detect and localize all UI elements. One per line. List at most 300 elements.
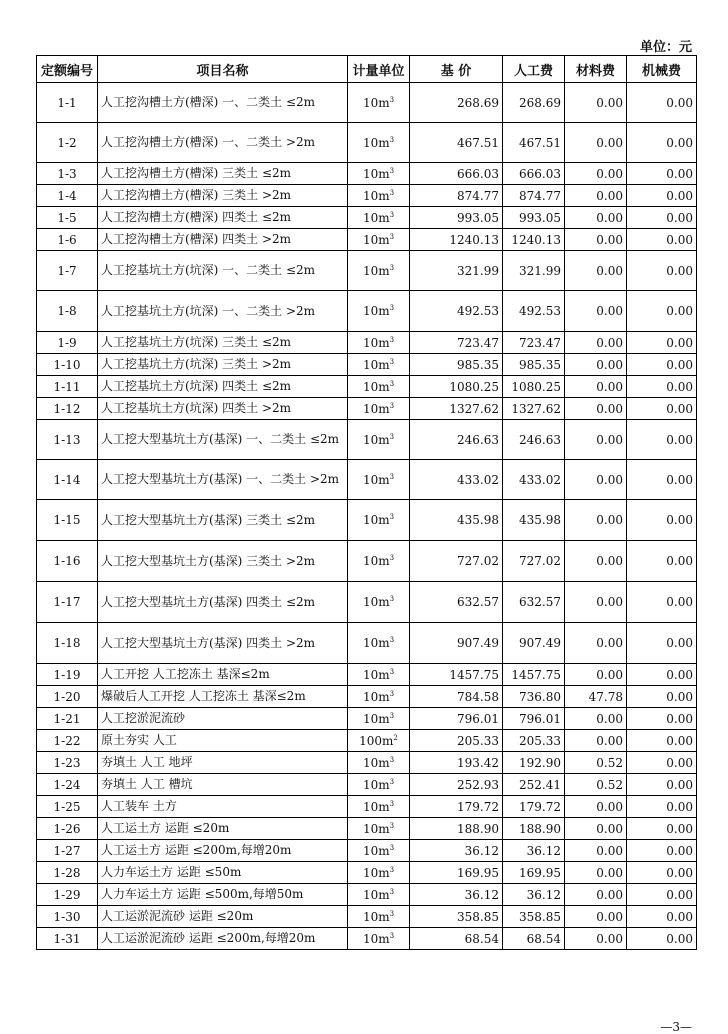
header-code: 定额编号 — [37, 56, 98, 83]
table-row — [37, 774, 697, 796]
item-name: 人工运土方 运距 ≤20m — [98, 818, 348, 840]
table-row — [37, 291, 697, 332]
unit-base: 10m — [362, 865, 390, 880]
base-price-cell: 169.95 — [410, 862, 503, 884]
table-row — [37, 818, 697, 840]
machine-cost-cell: 0.00 — [627, 840, 697, 862]
quota-code: 1-19 — [37, 664, 98, 686]
machine-cost-cell: 0.00 — [627, 664, 697, 686]
measure-unit — [348, 460, 410, 500]
unit-exponent: 2 — [393, 733, 398, 742]
unit-exponent: 3 — [389, 379, 395, 388]
unit-base: 10m — [362, 335, 390, 350]
material-cost-cell: 0.00 — [565, 906, 627, 928]
quota-code: 1-12 — [37, 398, 98, 420]
item-name: 人工挖沟槽土方(槽深) 三类土 >2m — [98, 185, 348, 207]
table-row — [37, 708, 697, 730]
measure-unit — [348, 862, 410, 884]
base-price-cell: 358.85 — [410, 906, 503, 928]
unit-exponent: 3 — [389, 166, 395, 175]
item-name: 人工挖大型基坑土方(基深) 一、二类土 ≤2m — [98, 420, 348, 460]
unit-base: 100m — [359, 733, 394, 748]
unit-base: 10m — [362, 711, 390, 726]
labor-cost-cell: 985.35 — [503, 354, 565, 376]
unit-exponent: 3 — [389, 821, 395, 830]
unit-exponent: 3 — [389, 843, 395, 852]
machine-cost-cell: 0.00 — [627, 582, 697, 623]
unit-base: 10m — [362, 755, 390, 770]
measure-unit — [348, 664, 410, 686]
labor-cost-cell: 252.41 — [503, 774, 565, 796]
labor-cost-cell: 188.90 — [503, 818, 565, 840]
material-cost-cell: 0.00 — [565, 332, 627, 354]
item-name: 人工挖沟槽土方(槽深) 三类土 ≤2m — [98, 163, 348, 185]
table-row — [37, 730, 697, 752]
material-cost-cell: 0.00 — [565, 420, 627, 460]
quota-code: 1-16 — [37, 541, 98, 582]
measure-unit — [348, 752, 410, 774]
machine-cost-cell: 0.00 — [627, 123, 697, 163]
quota-code: 1-7 — [37, 251, 98, 291]
measure-unit — [348, 123, 410, 163]
material-cost-cell: 0.00 — [565, 251, 627, 291]
material-cost-cell: 0.00 — [565, 796, 627, 818]
base-price-cell: 179.72 — [410, 796, 503, 818]
quota-code: 1-3 — [37, 163, 98, 185]
table-row — [37, 398, 697, 420]
item-name: 人工挖沟槽土方(槽深) 四类土 >2m — [98, 229, 348, 251]
base-price-cell: 666.03 — [410, 163, 503, 185]
table-row — [37, 840, 697, 862]
table-row — [37, 541, 697, 582]
machine-cost-cell: 0.00 — [627, 229, 697, 251]
material-cost-cell: 0.00 — [565, 229, 627, 251]
unit-exponent: 3 — [389, 304, 395, 312]
item-name: 人工挖大型基坑土方(基深) 四类土 ≤2m — [98, 582, 348, 623]
table-row — [37, 906, 697, 928]
unit-base: 10m — [362, 636, 390, 650]
measure-unit — [348, 332, 410, 354]
table-row — [37, 796, 697, 818]
item-name: 人工挖基坑土方(坑深) 四类土 >2m — [98, 398, 348, 420]
labor-cost-cell: 169.95 — [503, 862, 565, 884]
machine-cost-cell: 0.00 — [627, 774, 697, 796]
unit-label: 单位：元 — [639, 40, 692, 55]
unit-exponent: 3 — [389, 711, 395, 720]
measure-unit — [348, 906, 410, 928]
base-price-cell: 796.01 — [410, 708, 503, 730]
base-price-cell: 907.49 — [410, 623, 503, 664]
labor-cost-cell: 433.02 — [503, 460, 565, 500]
labor-cost-cell: 727.02 — [503, 541, 565, 582]
base-price-cell: 1080.25 — [410, 376, 503, 398]
table-row — [37, 207, 697, 229]
base-price-cell: 723.47 — [410, 332, 503, 354]
base-price-cell: 252.93 — [410, 774, 503, 796]
quota-code: 1-14 — [37, 460, 98, 500]
table-row — [37, 664, 697, 686]
base-price-cell: 1457.75 — [410, 664, 503, 686]
quota-code: 1-11 — [37, 376, 98, 398]
item-name: 人力车运土方 运距 ≤500m,每增50m — [98, 884, 348, 906]
unit-exponent: 3 — [389, 887, 395, 896]
unit-base: 10m — [362, 357, 390, 372]
quota-code: 1-10 — [37, 354, 98, 376]
item-name: 人工运淤泥流砂 运距 ≤200m,每增20m — [98, 928, 348, 950]
quota-code: 1-18 — [37, 623, 98, 664]
unit-exponent: 3 — [389, 554, 395, 562]
machine-cost-cell: 0.00 — [627, 541, 697, 582]
labor-cost-cell: 36.12 — [503, 840, 565, 862]
quota-code: 1-24 — [37, 774, 98, 796]
item-name: 人工挖沟槽土方(槽深) 四类土 ≤2m — [98, 207, 348, 229]
labor-cost-cell: 907.49 — [503, 623, 565, 664]
unit-exponent: 3 — [389, 595, 395, 603]
material-cost-cell: 0.00 — [565, 291, 627, 332]
quota-code: 1-4 — [37, 185, 98, 207]
table-row — [37, 623, 697, 664]
machine-cost-cell: 0.00 — [627, 291, 697, 332]
base-price-cell: 1327.62 — [410, 398, 503, 420]
unit-exponent: 3 — [389, 335, 395, 344]
labor-cost-cell: 467.51 — [503, 123, 565, 163]
item-name: 人工挖大型基坑土方(基深) 四类土 >2m — [98, 623, 348, 664]
base-price-cell: 433.02 — [410, 460, 503, 500]
base-price-cell: 68.54 — [410, 928, 503, 950]
labor-cost-cell: 246.63 — [503, 420, 565, 460]
table-row — [37, 686, 697, 708]
material-cost-cell: 0.52 — [565, 752, 627, 774]
table-row — [37, 420, 697, 460]
machine-cost-cell: 0.00 — [627, 686, 697, 708]
measure-unit — [348, 420, 410, 460]
item-name: 人工挖基坑土方(坑深) 一、二类土 >2m — [98, 291, 348, 332]
base-price-cell: 193.42 — [410, 752, 503, 774]
header-labor: 人工费 — [503, 56, 565, 83]
material-cost-cell: 0.00 — [565, 541, 627, 582]
unit-base: 10m — [362, 95, 390, 110]
measure-unit — [348, 884, 410, 906]
unit-base: 10m — [362, 135, 390, 150]
table-row — [37, 251, 697, 291]
machine-cost-cell: 0.00 — [627, 906, 697, 928]
labor-cost-cell: 736.80 — [503, 686, 565, 708]
unit-exponent: 3 — [389, 188, 395, 197]
unit-exponent: 3 — [389, 865, 395, 874]
header-base-price: 基 价 — [410, 56, 503, 83]
quota-code: 1-5 — [37, 207, 98, 229]
measure-unit — [348, 291, 410, 332]
table-row — [37, 862, 697, 884]
measure-unit — [348, 541, 410, 582]
header-material: 材料费 — [565, 56, 627, 83]
table-row — [37, 582, 697, 623]
quota-code: 1-2 — [37, 123, 98, 163]
quota-code: 1-30 — [37, 906, 98, 928]
machine-cost-cell: 0.00 — [627, 460, 697, 500]
material-cost-cell: 0.00 — [565, 398, 627, 420]
material-cost-cell: 0.00 — [565, 207, 627, 229]
table-row — [37, 884, 697, 906]
quota-code: 1-22 — [37, 730, 98, 752]
labor-cost-cell: 321.99 — [503, 251, 565, 291]
quota-code: 1-31 — [37, 928, 98, 950]
unit-exponent: 3 — [389, 636, 395, 644]
labor-cost-cell: 1240.13 — [503, 229, 565, 251]
labor-cost-cell: 179.72 — [503, 796, 565, 818]
item-name: 人力车运土方 运距 ≤50m — [98, 862, 348, 884]
table-row — [37, 229, 697, 251]
material-cost-cell: 0.00 — [565, 354, 627, 376]
table-row — [37, 752, 697, 774]
machine-cost-cell: 0.00 — [627, 708, 697, 730]
material-cost-cell: 0.00 — [565, 500, 627, 541]
machine-cost-cell: 0.00 — [627, 398, 697, 420]
table-row — [37, 500, 697, 541]
quota-code: 1-8 — [37, 291, 98, 332]
unit-base: 10m — [362, 304, 390, 318]
measure-unit — [348, 163, 410, 185]
base-price-cell: 36.12 — [410, 884, 503, 906]
unit-exponent: 3 — [389, 799, 395, 808]
item-name: 人工挖基坑土方(坑深) 三类土 >2m — [98, 354, 348, 376]
material-cost-cell: 0.00 — [565, 460, 627, 500]
machine-cost-cell: 0.00 — [627, 730, 697, 752]
unit-base: 10m — [362, 166, 390, 181]
machine-cost-cell: 0.00 — [627, 251, 697, 291]
machine-cost-cell: 0.00 — [627, 163, 697, 185]
measure-unit — [348, 818, 410, 840]
table-row — [37, 185, 697, 207]
base-price-cell: 36.12 — [410, 840, 503, 862]
unit-exponent: 3 — [389, 472, 395, 481]
labor-cost-cell: 435.98 — [503, 500, 565, 541]
quota-code: 1-25 — [37, 796, 98, 818]
unit-base: 10m — [362, 799, 390, 814]
material-cost-cell: 0.00 — [565, 123, 627, 163]
base-price-cell: 435.98 — [410, 500, 503, 541]
machine-cost-cell: 0.00 — [627, 862, 697, 884]
material-cost-cell: 0.00 — [565, 928, 627, 950]
measure-unit — [348, 840, 410, 862]
material-cost-cell: 0.52 — [565, 774, 627, 796]
measure-unit — [348, 376, 410, 398]
item-name: 人工挖大型基坑土方(基深) 三类土 >2m — [98, 541, 348, 582]
quota-code: 1-20 — [37, 686, 98, 708]
unit-base: 10m — [362, 188, 390, 203]
header-row — [37, 56, 697, 83]
unit-base: 10m — [362, 263, 390, 278]
base-price-cell: 784.58 — [410, 686, 503, 708]
machine-cost-cell: 0.00 — [627, 500, 697, 541]
labor-cost-cell: 268.69 — [503, 83, 565, 123]
material-cost-cell: 0.00 — [565, 582, 627, 623]
header-machine: 机械费 — [627, 56, 697, 83]
unit-exponent: 3 — [389, 95, 395, 104]
quota-code: 1-1 — [37, 83, 98, 123]
base-price-cell: 205.33 — [410, 730, 503, 752]
quota-code: 1-29 — [37, 884, 98, 906]
measure-unit — [348, 928, 410, 950]
base-price-cell: 492.53 — [410, 291, 503, 332]
machine-cost-cell: 0.00 — [627, 354, 697, 376]
item-name: 人工挖大型基坑土方(基深) 三类土 ≤2m — [98, 500, 348, 541]
unit-base: 10m — [362, 931, 390, 946]
base-price-cell: 874.77 — [410, 185, 503, 207]
measure-unit — [348, 207, 410, 229]
unit-base: 10m — [362, 887, 390, 902]
item-name: 人工挖淤泥流砂 — [98, 708, 348, 730]
unit-exponent: 3 — [389, 210, 395, 219]
measure-unit — [348, 774, 410, 796]
material-cost-cell: 0.00 — [565, 376, 627, 398]
machine-cost-cell: 0.00 — [627, 420, 697, 460]
table-row — [37, 163, 697, 185]
unit-base: 10m — [362, 595, 390, 609]
table-row — [37, 83, 697, 123]
material-cost-cell: 0.00 — [565, 83, 627, 123]
quota-code: 1-26 — [37, 818, 98, 840]
machine-cost-cell: 0.00 — [627, 376, 697, 398]
item-name: 人工挖大型基坑土方(基深) 一、二类土 >2m — [98, 460, 348, 500]
quota-code: 1-9 — [37, 332, 98, 354]
base-price-cell: 727.02 — [410, 541, 503, 582]
item-name: 原土夯实 人工 — [98, 730, 348, 752]
item-name: 爆破后人工开挖 人工挖冻土 基深≤2m — [98, 686, 348, 708]
material-cost-cell: 47.78 — [565, 686, 627, 708]
measure-unit — [348, 582, 410, 623]
unit-base: 10m — [362, 472, 390, 487]
measure-unit — [348, 229, 410, 251]
measure-unit — [348, 251, 410, 291]
machine-cost-cell: 0.00 — [627, 83, 697, 123]
machine-cost-cell: 0.00 — [627, 818, 697, 840]
unit-exponent: 3 — [389, 432, 395, 441]
labor-cost-cell: 1327.62 — [503, 398, 565, 420]
header-name: 项目名称 — [98, 56, 348, 83]
header-unit: 计量单位 — [348, 56, 410, 83]
machine-cost-cell: 0.00 — [627, 884, 697, 906]
table-row — [37, 332, 697, 354]
quota-code: 1-23 — [37, 752, 98, 774]
unit-exponent: 3 — [389, 755, 395, 764]
quota-code: 1-27 — [37, 840, 98, 862]
base-price-cell: 467.51 — [410, 123, 503, 163]
unit-base: 10m — [362, 554, 390, 568]
labor-cost-cell: 874.77 — [503, 185, 565, 207]
measure-unit — [348, 398, 410, 420]
quota-code: 1-15 — [37, 500, 98, 541]
table-row — [37, 376, 697, 398]
measure-unit — [348, 796, 410, 818]
unit-exponent: 3 — [389, 777, 395, 786]
unit-exponent: 3 — [389, 357, 395, 366]
machine-cost-cell: 0.00 — [627, 752, 697, 774]
labor-cost-cell: 723.47 — [503, 332, 565, 354]
material-cost-cell: 0.00 — [565, 862, 627, 884]
unit-exponent: 3 — [389, 263, 395, 272]
item-name: 人工挖沟槽土方(槽深) 一、二类土 >2m — [98, 123, 348, 163]
base-price-cell: 321.99 — [410, 251, 503, 291]
quota-code: 1-28 — [37, 862, 98, 884]
unit-exponent: 3 — [389, 135, 395, 144]
unit-base: 10m — [362, 401, 390, 416]
table-row — [37, 928, 697, 950]
unit-exponent: 3 — [389, 232, 395, 241]
machine-cost-cell: 0.00 — [627, 796, 697, 818]
quota-code: 1-6 — [37, 229, 98, 251]
labor-cost-cell: 36.12 — [503, 884, 565, 906]
material-cost-cell: 0.00 — [565, 818, 627, 840]
quota-code: 1-21 — [37, 708, 98, 730]
item-name: 人工运土方 运距 ≤200m,每增20m — [98, 840, 348, 862]
machine-cost-cell: 0.00 — [627, 332, 697, 354]
measure-unit — [348, 686, 410, 708]
measure-unit — [348, 83, 410, 123]
item-name: 人工挖沟槽土方(槽深) 一、二类土 ≤2m — [98, 83, 348, 123]
machine-cost-cell: 0.00 — [627, 928, 697, 950]
labor-cost-cell: 796.01 — [503, 708, 565, 730]
material-cost-cell: 0.00 — [565, 884, 627, 906]
unit-base: 10m — [362, 843, 390, 858]
labor-cost-cell: 632.57 — [503, 582, 565, 623]
item-name: 夯填土 人工 槽坑 — [98, 774, 348, 796]
unit-base: 10m — [362, 232, 390, 247]
base-price-cell: 268.69 — [410, 83, 503, 123]
labor-cost-cell: 1080.25 — [503, 376, 565, 398]
machine-cost-cell: 0.00 — [627, 185, 697, 207]
unit-exponent: 3 — [389, 513, 395, 521]
item-name: 人工开挖 人工挖冻土 基深≤2m — [98, 664, 348, 686]
item-name: 人工装车 土方 — [98, 796, 348, 818]
material-cost-cell: 0.00 — [565, 840, 627, 862]
material-cost-cell: 0.00 — [565, 708, 627, 730]
measure-unit — [348, 623, 410, 664]
labor-cost-cell: 205.33 — [503, 730, 565, 752]
machine-cost-cell: 0.00 — [627, 623, 697, 664]
quota-table — [36, 55, 697, 950]
unit-exponent: 3 — [389, 909, 395, 918]
item-name: 人工挖基坑土方(坑深) 四类土 ≤2m — [98, 376, 348, 398]
measure-unit — [348, 185, 410, 207]
labor-cost-cell: 192.90 — [503, 752, 565, 774]
item-name: 人工挖基坑土方(坑深) 一、二类土 ≤2m — [98, 251, 348, 291]
item-name: 人工运淤泥流砂 运距 ≤20m — [98, 906, 348, 928]
base-price-cell: 188.90 — [410, 818, 503, 840]
base-price-cell: 993.05 — [410, 207, 503, 229]
labor-cost-cell: 993.05 — [503, 207, 565, 229]
table-row — [37, 460, 697, 500]
item-name: 夯填土 人工 地坪 — [98, 752, 348, 774]
base-price-cell: 246.63 — [410, 420, 503, 460]
machine-cost-cell: 0.00 — [627, 207, 697, 229]
unit-base: 10m — [362, 821, 390, 836]
labor-cost-cell: 1457.75 — [503, 664, 565, 686]
base-price-cell: 985.35 — [410, 354, 503, 376]
unit-exponent: 3 — [389, 689, 395, 698]
unit-base: 10m — [362, 379, 390, 394]
page-number: —3— — [660, 1020, 692, 1034]
labor-cost-cell: 358.85 — [503, 906, 565, 928]
material-cost-cell: 0.00 — [565, 623, 627, 664]
material-cost-cell: 0.00 — [565, 163, 627, 185]
measure-unit — [348, 354, 410, 376]
table-row — [37, 123, 697, 163]
unit-exponent: 3 — [389, 667, 395, 676]
labor-cost-cell: 666.03 — [503, 163, 565, 185]
unit-base: 10m — [362, 689, 390, 704]
unit-base: 10m — [362, 777, 390, 792]
